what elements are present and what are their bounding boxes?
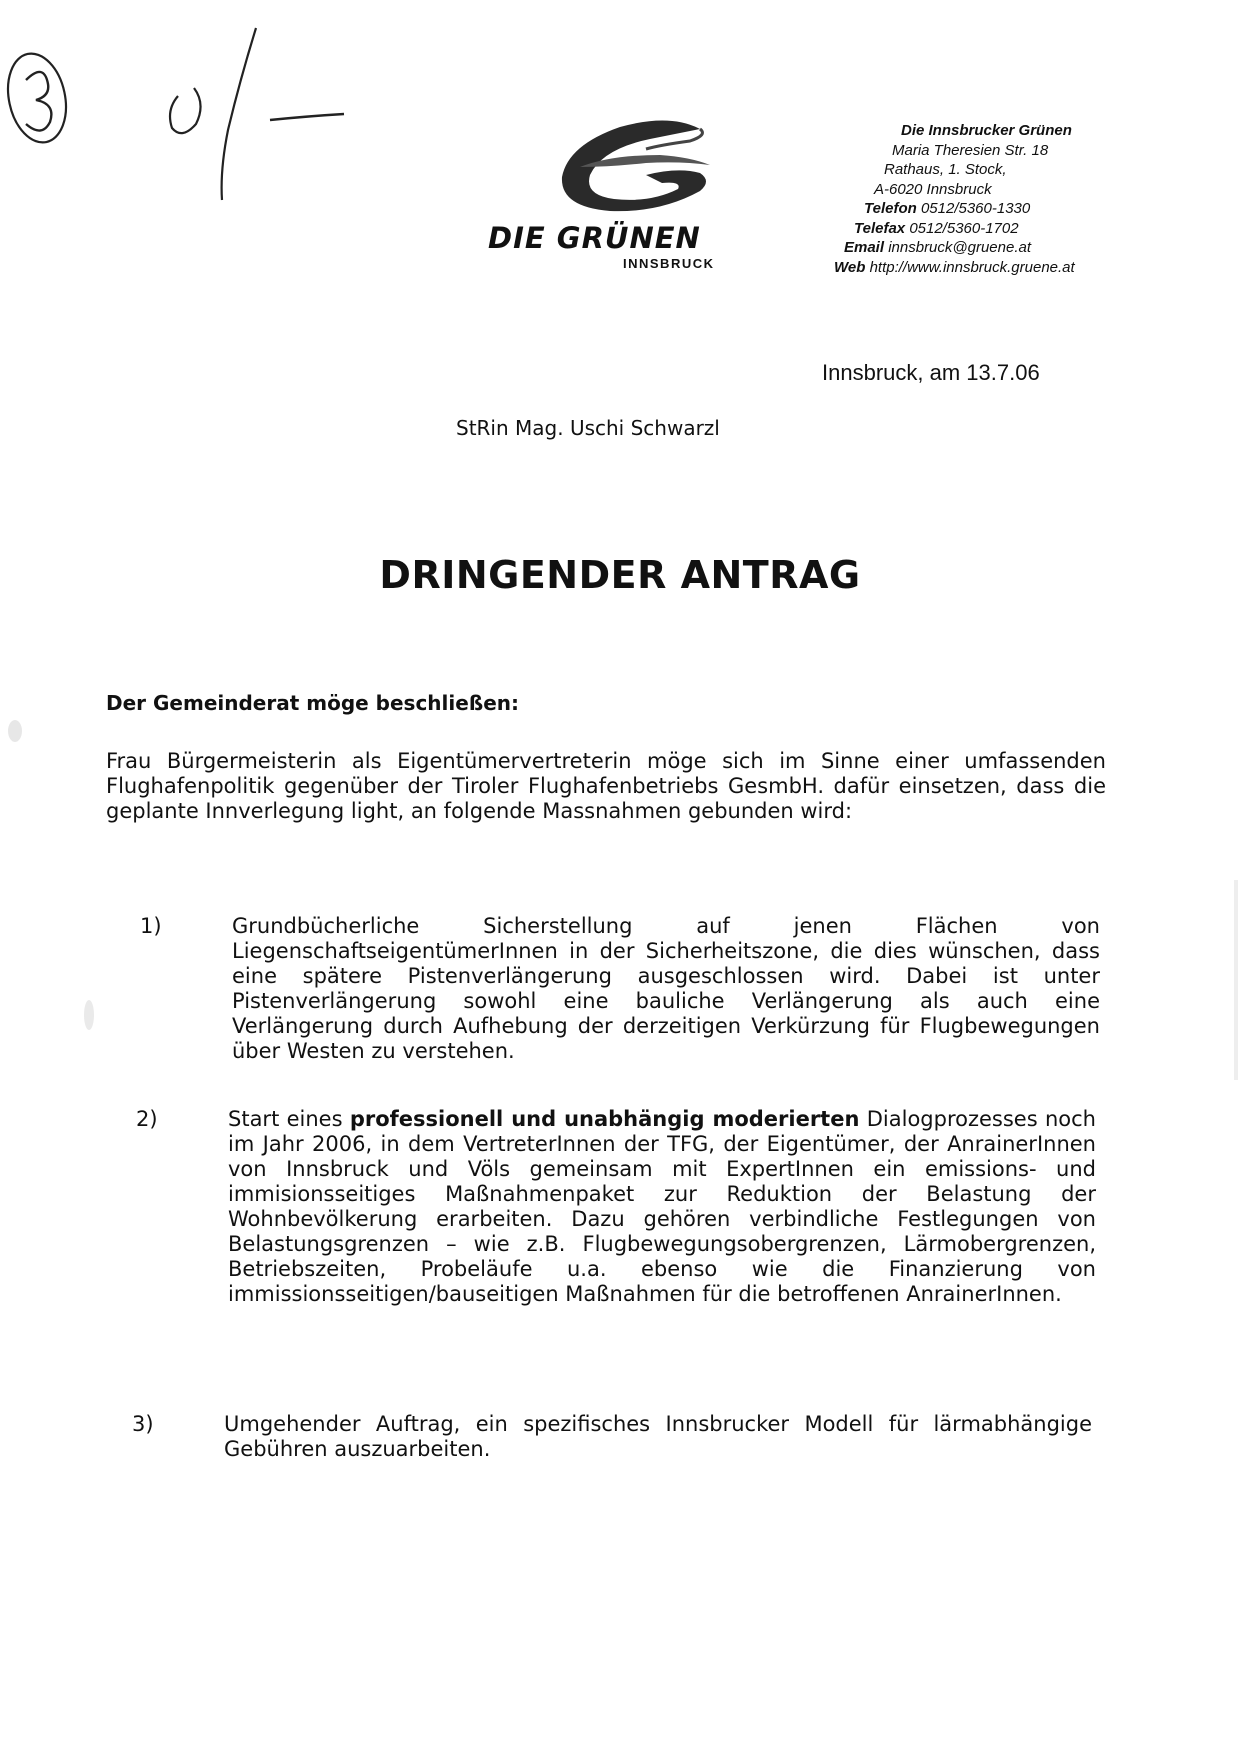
logo-city: INNSBRUCK (623, 256, 715, 271)
handwritten-one (170, 88, 201, 133)
address-building: Rathaus, 1. Stock, (884, 161, 1007, 178)
handwritten-circle (0, 48, 73, 148)
list-item-text: Grundbücherliche Sicherstellung auf jenen Flächen von LiegenschaftseigentümerInnen in der Sicherheitszone, die dies wünschen, dass eine spätere Pistenverlängerung ausgeschlossen wird. Dabei ist unter Pistenverlängerung sowohl eine bauliche Verlängerung als auch eine Verlängerung durch Aufhebung der derzeitigen Verkürzung für Flugbewegungen über Westen zu verstehen. (232, 914, 1100, 1063)
list-item-text-start: Start eines (228, 1107, 343, 1131)
intro-paragraph: Frau Bürgermeisterin als Eigentümervertreterin möge sich im Sinne einer umfassenden Flughafenpolitik gegenüber der Tiroler Flughafenbetriebs GesmbH. dafür einsetzen, dass die geplante Innverlegung light, an folgende Massnahmen gebunden wird: (106, 749, 1106, 823)
handwritten-digit-three (26, 72, 51, 131)
address-email: innsbruck@gruene.at (888, 239, 1032, 256)
author-line: StRin Mag. Uschi Schwarzl (456, 416, 720, 440)
address-fax: 0512/5360-1702 (909, 219, 1019, 237)
party-logo (480, 115, 750, 275)
handwritten-dash (270, 114, 344, 120)
address-block (820, 121, 1120, 277)
address-email-label: Email (844, 239, 885, 256)
address-street: Maria Theresien Str. 18 (892, 141, 1049, 159)
date-line: Innsbruck, am 13.7.06 (822, 360, 1040, 385)
scan-noise (84, 1000, 94, 1030)
scan-noise (8, 720, 22, 742)
motion-heading: Der Gemeinderat möge beschließen: (106, 691, 519, 715)
list-item-text-rest: Dialogprozesses noch im Jahr 2006, in dem VertreterInnen der TFG, der Eigentümer, der AnrainerInnen von Innsbruck und Völs gemeinsam mit ExpertInnen ein emissions- und immisionsseitiges Maßnahmenpaket zur Reduktion der Belastung der Wohnbevölkerung erarbeiten. Dazu gehören verbindliche Festlegungen von Belastungsgrenzen – wie z.B. Flugbewegungsobergrenzen, Lärmobergrenzen, Betriebszeiten, Probeläufe u.a. ebenso wie die Finanzierung von immissionsseitigen/bauseitigen Maßnahmen für die betroffenen AnrainerInnen. (228, 1107, 1096, 1306)
list-item-text (228, 1107, 1096, 1307)
logo-name: DIE GRÜNEN (488, 221, 701, 255)
address-fax-label: Telefax (854, 219, 906, 237)
address-web-label: Web (834, 258, 866, 276)
address-city: A-6020 Innsbruck (874, 180, 992, 198)
list-item-text-bold: professionell und unabhängig moderierten (349, 1107, 860, 1131)
address-phone: 0512/5360-1330 (920, 200, 1031, 217)
logo-swoosh-icon (550, 115, 720, 225)
handwritten-slash (222, 28, 256, 200)
document-title: DRINGENDER ANTRAG (379, 553, 861, 597)
list-item-number: 1) (140, 914, 162, 938)
address-phone-label: Telefon (864, 200, 917, 217)
handwritten-marks (0, 0, 380, 220)
list-item-number: 3) (132, 1412, 154, 1436)
address-org: Die Innsbrucker Grünen (901, 122, 1072, 139)
scan-edge (1234, 880, 1238, 1080)
list-item-number: 2) (136, 1107, 158, 1131)
list-item-text: Umgehender Auftrag, ein spezifisches Innsbrucker Modell für lärmabhängige Gebühren auszuarbeiten. (224, 1412, 1092, 1461)
address-web: http://www.innsbruck.gruene.at (869, 258, 1075, 276)
